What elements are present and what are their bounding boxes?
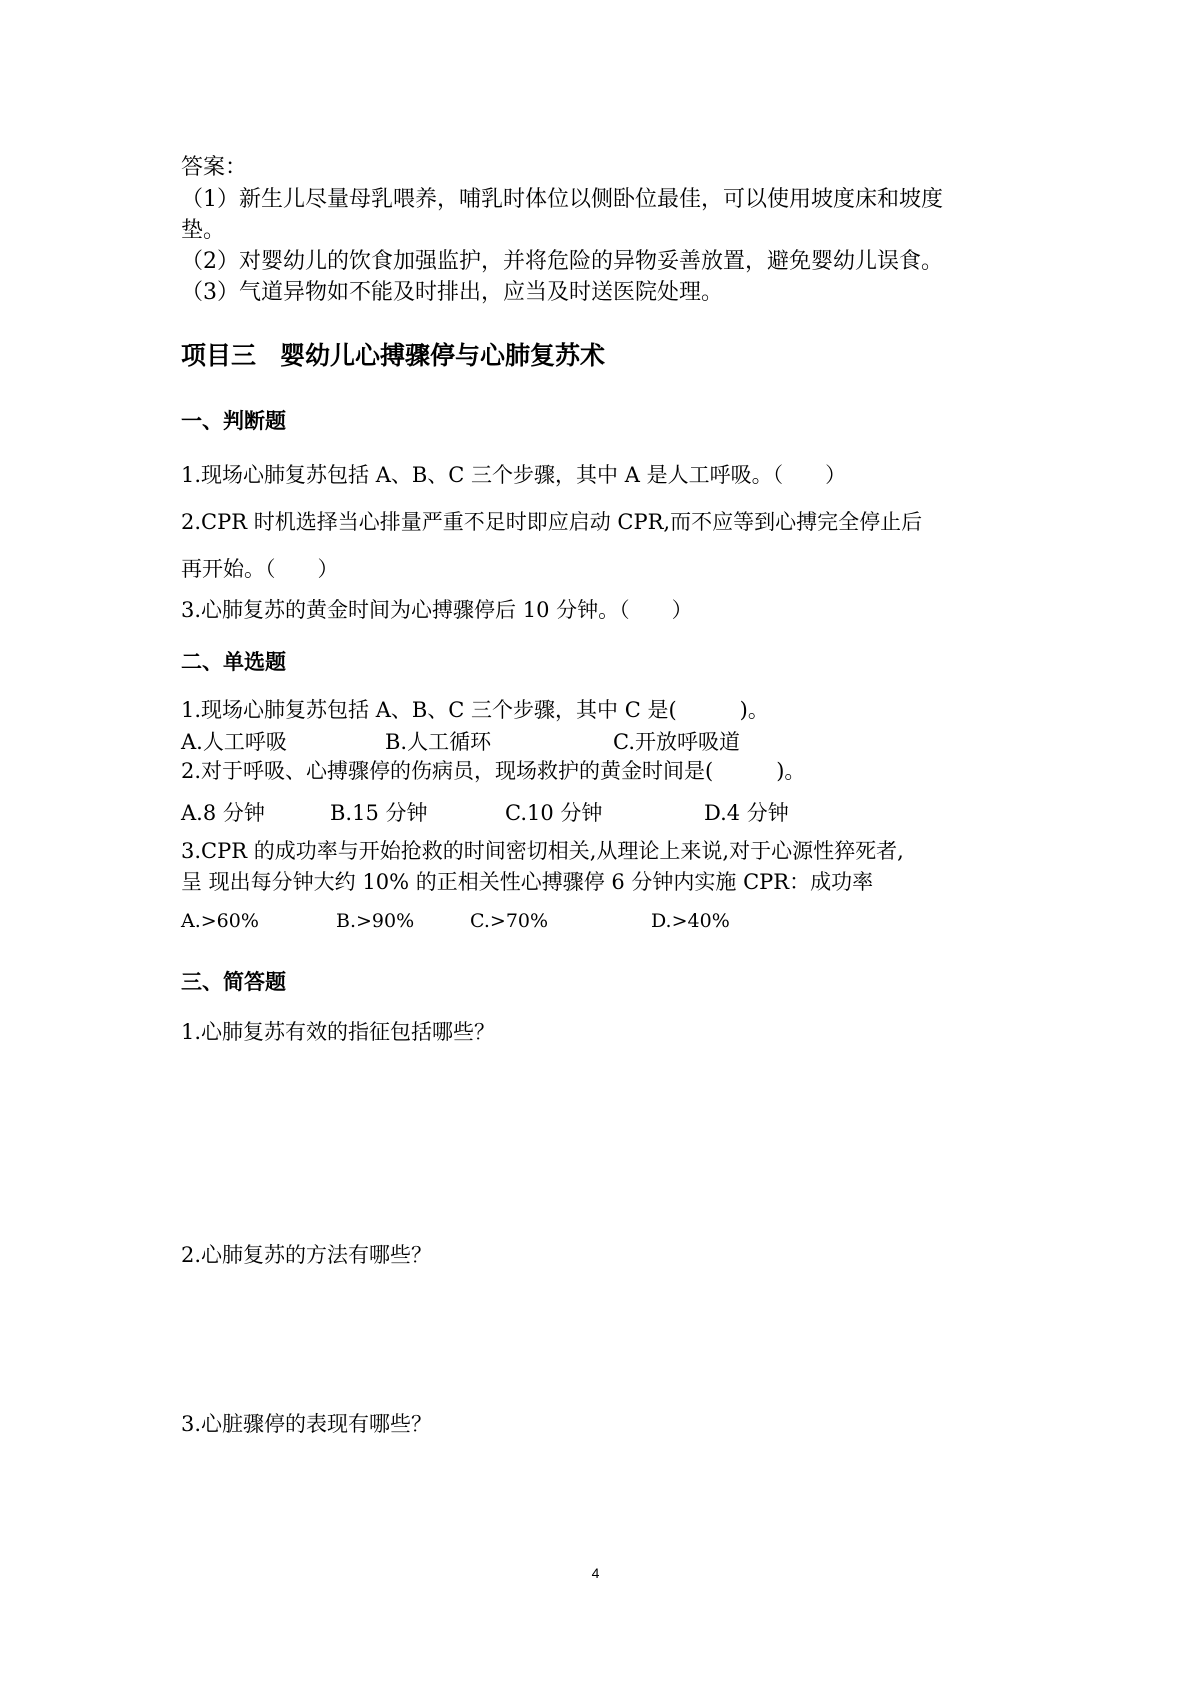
mc-q2-option-a: A.8 分钟 xyxy=(181,801,265,825)
page-number: 4 xyxy=(591,1565,600,1581)
section-heading-single-choice: 二、单选题 xyxy=(181,650,286,674)
project-heading xyxy=(181,336,605,372)
mc-q3-option-c: C.>70% xyxy=(470,910,549,932)
tf-question-3: 3.心肺复苏的黄金时间为心搏骤停后 10 分钟。（ ） xyxy=(181,598,693,622)
sa-question-2: 2.心肺复苏的方法有哪些？ xyxy=(181,1243,433,1267)
mc-q3-option-b: B.>90% xyxy=(336,910,415,932)
answer-label: 答案： xyxy=(181,155,248,180)
mc-question-1: 1.现场心肺复苏包括 A、B、C 三个步骤，其中 C 是( )。 xyxy=(181,698,769,722)
mc-question-3-cont: 呈 现出每分钟大约 10% 的正相关性心搏骤停 6 分钟内实施 CPR：成功率 xyxy=(181,870,874,894)
sa-question-1: 1.心肺复苏有效的指征包括哪些？ xyxy=(181,1020,496,1044)
answer-item-2: （2）对婴幼儿的饮食加强监护，并将危险的异物妥善放置，避免婴幼儿误食。 xyxy=(181,249,943,274)
project-number: 项目三 xyxy=(181,341,257,370)
mc-question-2: 2.对于呼吸、心搏骤停的伤病员，现场救护的黄金时间是( )。 xyxy=(181,759,806,783)
answer-item-1: （1）新生儿尽量母乳喂养，哺乳时体位以侧卧位最佳，可以使用坡度床和坡度 xyxy=(181,187,943,212)
project-title: 婴幼儿心搏骤停与心肺复苏术 xyxy=(280,341,606,370)
mc-q2-option-c: C.10 分钟 xyxy=(505,801,603,825)
tf-question-2-cont: 再开始。（ ） xyxy=(181,557,339,581)
mc-question-3: 3.CPR 的成功率与开始抢救的时间密切相关,从理论上来说,对于心源性猝死者, xyxy=(181,839,904,863)
sa-question-3: 3.心脏骤停的表现有哪些？ xyxy=(181,1412,433,1436)
mc-q3-option-a: A.>60% xyxy=(181,910,259,932)
answer-item-1-cont: 垫。 xyxy=(181,218,226,243)
mc-q1-option-c: C.开放呼吸道 xyxy=(613,730,740,754)
mc-q1-option-b: B.人工循环 xyxy=(385,730,492,754)
mc-q1-option-a: A.人工呼吸 xyxy=(181,730,287,754)
section-heading-short-answer: 三、简答题 xyxy=(181,970,286,994)
mc-q2-option-d: D.4 分钟 xyxy=(704,801,789,825)
tf-question-1: 1.现场心肺复苏包括 A、B、C 三个步骤，其中 A 是人工呼吸。（ ） xyxy=(181,463,847,487)
section-heading-true-false: 一、判断题 xyxy=(181,409,286,433)
tf-question-2: 2.CPR 时机选择当心排量严重不足时即应启动 CPR,而不应等到心搏完全停止后 xyxy=(181,510,923,534)
mc-q2-option-b: B.15 分钟 xyxy=(330,801,428,825)
answer-item-3: （3）气道异物如不能及时排出，应当及时送医院处理。 xyxy=(181,280,723,305)
mc-q3-option-d: D.>40% xyxy=(651,910,730,932)
